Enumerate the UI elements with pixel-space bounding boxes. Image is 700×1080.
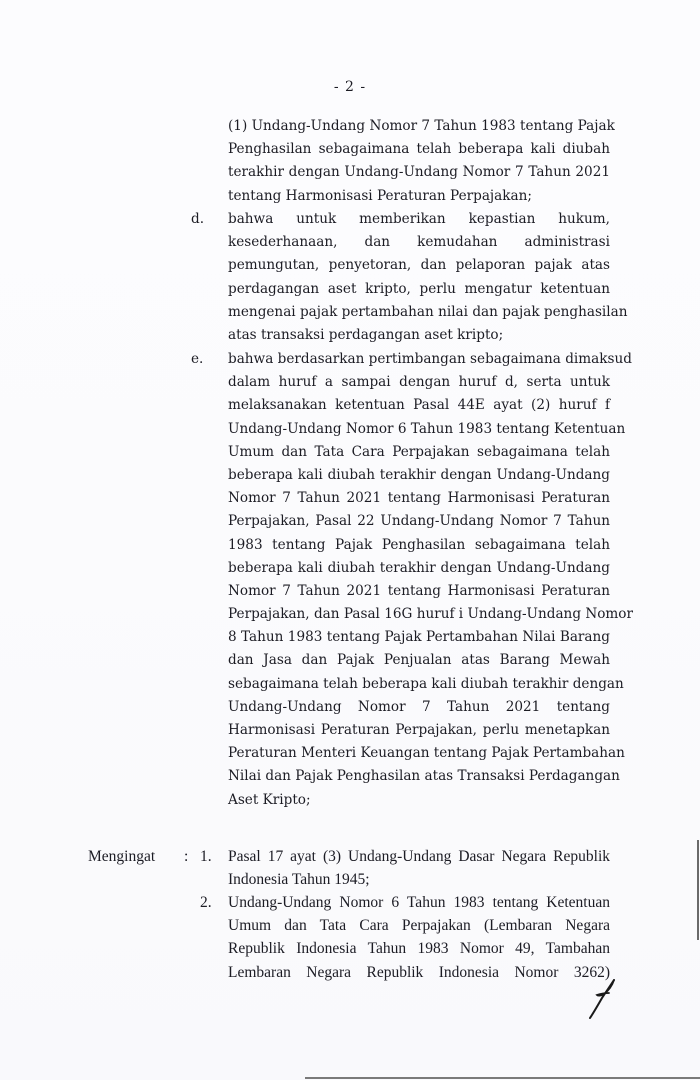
text-line: Nomor 7 Tahun 2021 tentang Harmonisasi Peraturan bbox=[228, 490, 610, 507]
item-marker-e: e. bbox=[191, 351, 204, 367]
text-line: Umum dan Tata Cara Perpajakan (Lembaran Negara bbox=[228, 917, 610, 935]
text-line: Pasal 17 ayat (3) Undang-Undang Dasar Negara Republik bbox=[228, 848, 610, 865]
mengingat-number-1: 1. bbox=[200, 848, 212, 865]
text-line: Lembaran Negara Republik Indonesia Nomor 3262) bbox=[228, 963, 610, 981]
mengingat-item-2 bbox=[228, 891, 610, 984]
mengingat-label: Mengingat bbox=[88, 848, 156, 865]
continuation-paragraph bbox=[228, 115, 615, 208]
consideration-d bbox=[228, 208, 628, 347]
text-line: bahwa untuk memberikan kepastian hukum, bbox=[228, 211, 610, 227]
text-line: Umum dan Tata Cara Perpajakan sebagaimana telah bbox=[228, 443, 610, 460]
text-line: Republik Indonesia Tahun 1983 Nomor 49, Tambahan bbox=[228, 940, 610, 958]
text-line: dalam huruf a sampai dengan huruf d, serta untuk bbox=[228, 374, 610, 391]
text-line: Undang-Undang Nomor 6 Tahun 1983 tentang Ketentuan bbox=[228, 894, 610, 911]
text-line: atas transaksi perdagangan aset kripto; bbox=[228, 326, 504, 343]
text-line: bahwa berdasarkan pertimbangan sebagaimana dimaksud bbox=[228, 351, 632, 367]
text-line: Harmonisasi Peraturan Perpajakan, perlu menetapkan bbox=[228, 722, 610, 738]
scan-edge-bottom bbox=[305, 1077, 700, 1079]
text-line: Aset Kripto; bbox=[228, 791, 311, 808]
text-line: Indonesia Tahun 1945; bbox=[228, 871, 370, 889]
text-line: kesederhanaan, dan kemudahan administrasi bbox=[228, 234, 610, 251]
text-line: perdagangan aset kripto, perlu mengatur ketentuan bbox=[228, 280, 610, 297]
text-line: Undang-Undang Nomor 7 Tahun 2021 tentang bbox=[228, 698, 610, 715]
text-line: Perpajakan, dan Pasal 16G huruf i Undang-Undang Nomor bbox=[228, 606, 633, 623]
text-line: Nilai dan Pajak Penghasilan atas Transaksi Perdagangan bbox=[228, 768, 620, 785]
text-line: melaksanakan ketentuan Pasal 44E ayat (2) huruf f bbox=[228, 397, 610, 414]
page-number: - 2 - bbox=[333, 79, 367, 95]
text-line: (1) Undang-Undang Nomor 7 Tahun 1983 tentang Pajak bbox=[228, 118, 615, 134]
mengingat-colon: : bbox=[184, 848, 189, 865]
handwritten-initial-icon bbox=[588, 978, 618, 1020]
text-line: pemungutan, penyetoran, dan pelaporan pajak atas bbox=[228, 257, 610, 274]
scan-edge-right bbox=[697, 840, 699, 940]
item-marker-d: d. bbox=[191, 211, 205, 227]
text-line: sebagaimana telah beberapa kali diubah terakhir dengan bbox=[228, 675, 624, 692]
text-line: tentang Harmonisasi Peraturan Perpajakan; bbox=[228, 187, 532, 204]
text-line: 8 Tahun 1983 tentang Pajak Pertambahan Nilai Barang bbox=[228, 629, 610, 646]
text-line: Penghasilan sebagaimana telah beberapa kali diubah bbox=[228, 141, 610, 158]
text-line: beberapa kali diubah terakhir dengan Undang-Undang bbox=[228, 466, 610, 483]
text-line: Nomor 7 Tahun 2021 tentang Harmonisasi Peraturan bbox=[228, 582, 610, 599]
text-line: dan Jasa dan Pajak Penjualan atas Barang Mewah bbox=[228, 652, 610, 669]
text-line: Perpajakan, Pasal 22 Undang-Undang Nomor 7 Tahun bbox=[228, 513, 610, 530]
mengingat-number-2: 2. bbox=[200, 894, 212, 911]
mengingat-item-1 bbox=[228, 845, 610, 891]
text-line: mengenai pajak pertambahan nilai dan pajak penghasilan bbox=[228, 303, 628, 320]
text-line: beberapa kali diubah terakhir dengan Undang-Undang bbox=[228, 559, 610, 576]
text-line: Peraturan Menteri Keuangan tentang Pajak Pertambahan bbox=[228, 745, 625, 762]
consideration-e bbox=[228, 348, 633, 812]
text-line: terakhir dengan Undang-Undang Nomor 7 Tahun 2021 bbox=[228, 164, 610, 181]
text-line: 1983 tentang Pajak Penghasilan sebagaimana telah bbox=[228, 536, 610, 553]
text-line: Undang-Undang Nomor 6 Tahun 1983 tentang Ketentuan bbox=[228, 420, 626, 437]
